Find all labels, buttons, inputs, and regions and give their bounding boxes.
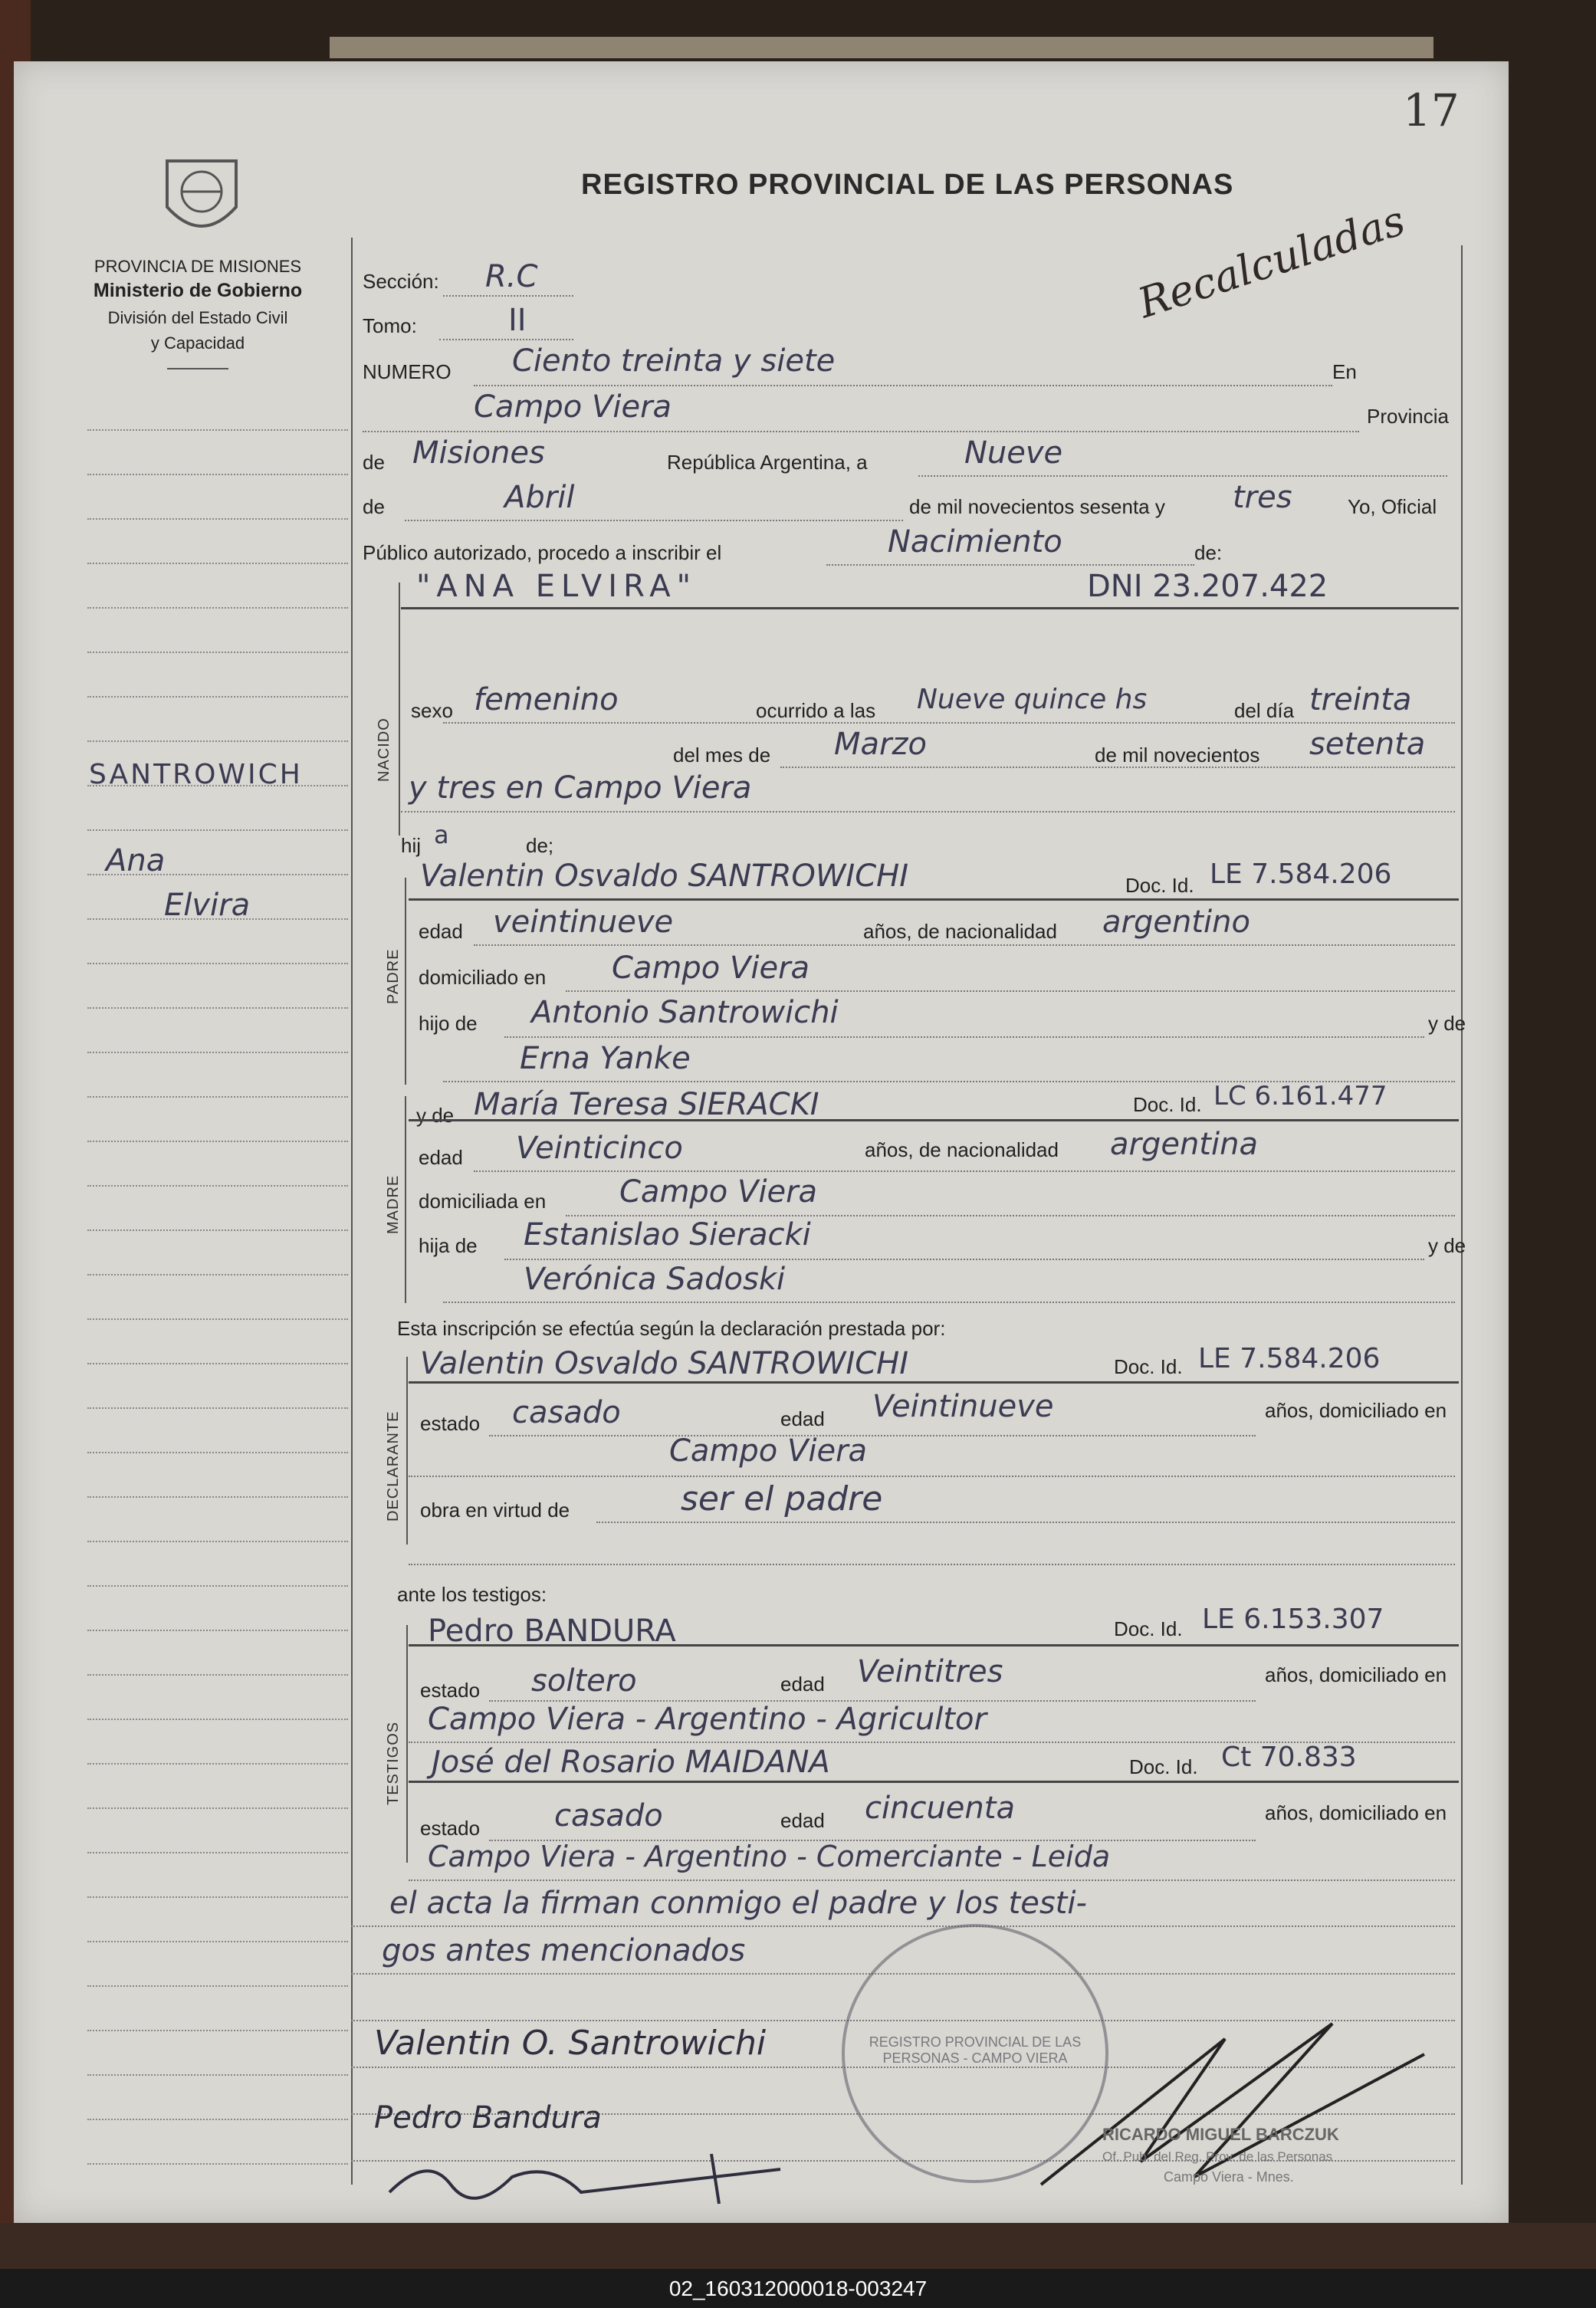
page-title: REGISTRO PROVINCIAL DE LAS PERSONAS xyxy=(581,169,1234,201)
nacido-tag: NACIDO xyxy=(376,717,392,782)
declarante-doc: LE 7.584.206 xyxy=(1198,1343,1381,1374)
divider xyxy=(167,368,228,369)
father-father: Antonio Santrowichi xyxy=(531,995,839,1030)
mother-doc-label: Doc. Id. xyxy=(1133,1093,1202,1116)
father-yde-label: y de xyxy=(1428,1012,1466,1035)
provincia-label: Provincia xyxy=(1367,405,1449,428)
hij-de-label: de; xyxy=(526,834,554,857)
de-label: de xyxy=(363,451,385,474)
father-doc-label: Doc. Id. xyxy=(1125,874,1194,897)
declarante-intro: Esta inscripción se efectúa según la declaración prestada por: xyxy=(397,1317,946,1340)
ministry-label: Ministerio de Gobierno xyxy=(93,280,303,301)
mother-edad: Veinticinco xyxy=(516,1131,683,1166)
padre-tag: PADRE xyxy=(385,948,402,1004)
numero-value: Ciento treinta y siete xyxy=(512,343,836,379)
witness2-estado: casado xyxy=(554,1798,663,1834)
anio-value: setenta xyxy=(1309,727,1426,762)
mother-nac-label: años, de nacionalidad xyxy=(865,1138,1059,1161)
declarante-dom-label: años, domiciliado en xyxy=(1265,1399,1447,1422)
witness1-dom: Campo Viera - Argentino - Agricultor xyxy=(428,1702,987,1737)
mother-mother: Verónica Sadoski xyxy=(524,1262,786,1297)
father-mother: Erna Yanke xyxy=(520,1041,691,1076)
mother-yde-label-2: y de xyxy=(1428,1234,1466,1257)
margin-given-name-1: Ana xyxy=(106,843,166,878)
mother-dom: Campo Viera xyxy=(619,1174,818,1210)
witness2-doc: Ct 70.833 xyxy=(1221,1742,1357,1773)
witness2-dom: Campo Viera - Argentino - Comerciante - Leida xyxy=(428,1840,1111,1873)
margin-given-name-2: Elvira xyxy=(164,888,251,923)
father-nac: argentino xyxy=(1102,904,1250,940)
father-nac-label: años, de nacionalidad xyxy=(863,920,1057,943)
witness2-name: José del Rosario MAIDANA xyxy=(432,1745,830,1780)
de-label-2: de xyxy=(363,495,385,518)
month-value: Abril xyxy=(504,480,575,515)
declarante-edad: Veintinueve xyxy=(872,1389,1054,1424)
declarante-estado-label: estado xyxy=(420,1412,481,1435)
act-type-value: Nacimiento xyxy=(888,524,1062,560)
mil-novecientos-label-2: de mil novecientos xyxy=(1095,744,1260,767)
recalculadas-stamp: Recalculadas xyxy=(1132,195,1411,328)
newborn-name: "ANA ELVIRA" xyxy=(416,569,698,604)
mother-yde-label: y de xyxy=(416,1104,455,1127)
witness1-doc: LE 6.153.307 xyxy=(1202,1604,1384,1635)
lugar-value: y tres en Campo Viera xyxy=(409,770,752,806)
father-hijo-label: hijo de xyxy=(419,1012,478,1035)
mes-value: Marzo xyxy=(834,727,927,762)
mother-doc: LC 6.161.477 xyxy=(1213,1081,1387,1111)
testigos-intro: ante los testigos: xyxy=(397,1583,547,1606)
division-label: División del Estado Civil xyxy=(107,308,288,327)
witness1-edad-label: edad xyxy=(780,1673,825,1696)
sexo-value: femenino xyxy=(474,682,619,717)
book-bottom-edge xyxy=(0,2223,1596,2269)
witness1-name: Pedro BANDURA xyxy=(428,1614,676,1649)
declarante-doc-label: Doc. Id. xyxy=(1114,1355,1183,1378)
declarante-tag: DECLARANTE xyxy=(385,1410,402,1522)
hij-label: hij xyxy=(401,834,422,857)
register-page xyxy=(14,61,1509,2223)
mil-novecientos-label: de mil novecientos sesenta y xyxy=(909,495,1165,518)
mother-hija-label: hija de xyxy=(419,1234,478,1257)
frame-line-right xyxy=(1461,245,1463,2185)
father-doc: LE 7.584.206 xyxy=(1210,859,1392,890)
republica-label: República Argentina, a xyxy=(667,451,868,474)
testigos-tag: TESTIGOS xyxy=(385,1721,402,1805)
declarante-obra: ser el padre xyxy=(681,1479,883,1518)
province-value: Misiones xyxy=(412,435,545,471)
officer-location: Campo Viera - Mnes. xyxy=(1164,2169,1294,2185)
tomo-label: Tomo: xyxy=(363,314,417,337)
mother-name: María Teresa SIERACKI xyxy=(474,1087,819,1122)
declarante-name: Valentin Osvaldo SANTROWICHI xyxy=(420,1346,908,1381)
del-mes-label: del mes de xyxy=(673,744,771,767)
declarante-dom: Campo Viera xyxy=(669,1433,868,1469)
declarante-estado: casado xyxy=(512,1395,621,1430)
madre-tag: MADRE xyxy=(385,1174,402,1234)
signature-father: Valentin O. Santrowichi xyxy=(374,2024,767,2063)
father-edad-label: edad xyxy=(419,920,463,943)
witness1-estado-label: estado xyxy=(420,1679,481,1702)
signature-scribble xyxy=(382,2146,857,2208)
seccion-label: Sección: xyxy=(363,270,439,293)
day-value: Nueve xyxy=(964,435,1063,471)
father-name: Valentin Osvaldo SANTROWICHI xyxy=(420,859,908,894)
mother-nac: argentina xyxy=(1110,1127,1258,1162)
publico-label: Público autorizado, procedo a inscribir el xyxy=(363,541,722,564)
dia-value: treinta xyxy=(1309,682,1412,717)
father-edad: veintinueve xyxy=(493,904,674,940)
division-label-2: y Capacidad xyxy=(150,333,245,353)
page-top-edge xyxy=(330,37,1433,58)
frame-line-left xyxy=(351,238,353,2185)
en-label: En xyxy=(1332,360,1357,383)
ocurrido-label: ocurrido a las xyxy=(756,699,876,722)
seccion-value: R.C xyxy=(485,259,538,294)
witness1-estado: soltero xyxy=(531,1663,637,1699)
numero-label: NUMERO xyxy=(363,360,452,383)
province-label: PROVINCIA DE MISIONES xyxy=(94,257,302,276)
mother-dom-label: domiciliada en xyxy=(419,1190,547,1213)
sexo-label: sexo xyxy=(411,699,453,722)
de-colon-label: de: xyxy=(1194,541,1223,564)
closing-line-2: gos antes mencionados xyxy=(382,1933,746,1968)
hora-value: Nueve quince hs xyxy=(917,684,1148,715)
mother-father: Estanislao Sieracki xyxy=(524,1217,811,1252)
officer-title: Of. Pub. del Reg. Prov. de las Personas xyxy=(1102,2149,1333,2164)
newborn-dni: DNI 23.207.422 xyxy=(1087,569,1328,604)
officer-name: RICARDO MIGUEL BARCZUK xyxy=(1102,2125,1339,2144)
witness2-dom-label: años, domiciliado en xyxy=(1265,1801,1447,1824)
declarante-edad-label: edad xyxy=(780,1407,825,1430)
del-dia-label: del día xyxy=(1234,699,1295,722)
mother-edad-label: edad xyxy=(419,1146,463,1169)
father-dom-label: domiciliado en xyxy=(419,966,547,989)
witness1-edad: Veintitres xyxy=(857,1654,1003,1689)
witness2-doc-label: Doc. Id. xyxy=(1129,1755,1198,1778)
declarante-obra-label: obra en virtud de xyxy=(420,1499,570,1522)
closing-line-1: el acta la firman conmigo el padre y los testi- xyxy=(389,1886,1087,1921)
witness1-dom-label: años, domiciliado en xyxy=(1265,1663,1447,1686)
page-number: 17 xyxy=(1403,84,1460,136)
witness1-doc-label: Doc. Id. xyxy=(1114,1617,1183,1640)
witness2-estado-label: estado xyxy=(420,1817,481,1840)
witness2-edad-label: edad xyxy=(780,1809,825,1832)
official-round-stamp: REGISTRO PROVINCIAL DE LAS PERSONAS - CAMPO VIERA xyxy=(842,1924,1108,2183)
provincial-seal-icon xyxy=(152,146,251,245)
signature-witness: Pedro Bandura xyxy=(374,2100,602,2136)
yo-oficial-label: Yo, Oficial xyxy=(1348,495,1437,518)
year-suffix-value: tres xyxy=(1233,480,1292,515)
witness2-edad: cincuenta xyxy=(865,1791,1015,1826)
place-value: Campo Viera xyxy=(474,389,672,425)
father-dom: Campo Viera xyxy=(612,950,810,986)
tomo-value: II xyxy=(508,303,527,338)
margin-surname: SANTROWICH xyxy=(89,759,303,790)
image-filename: 02_160312000018-003247 xyxy=(0,2269,1596,2308)
hij-suffix: a xyxy=(434,820,449,849)
